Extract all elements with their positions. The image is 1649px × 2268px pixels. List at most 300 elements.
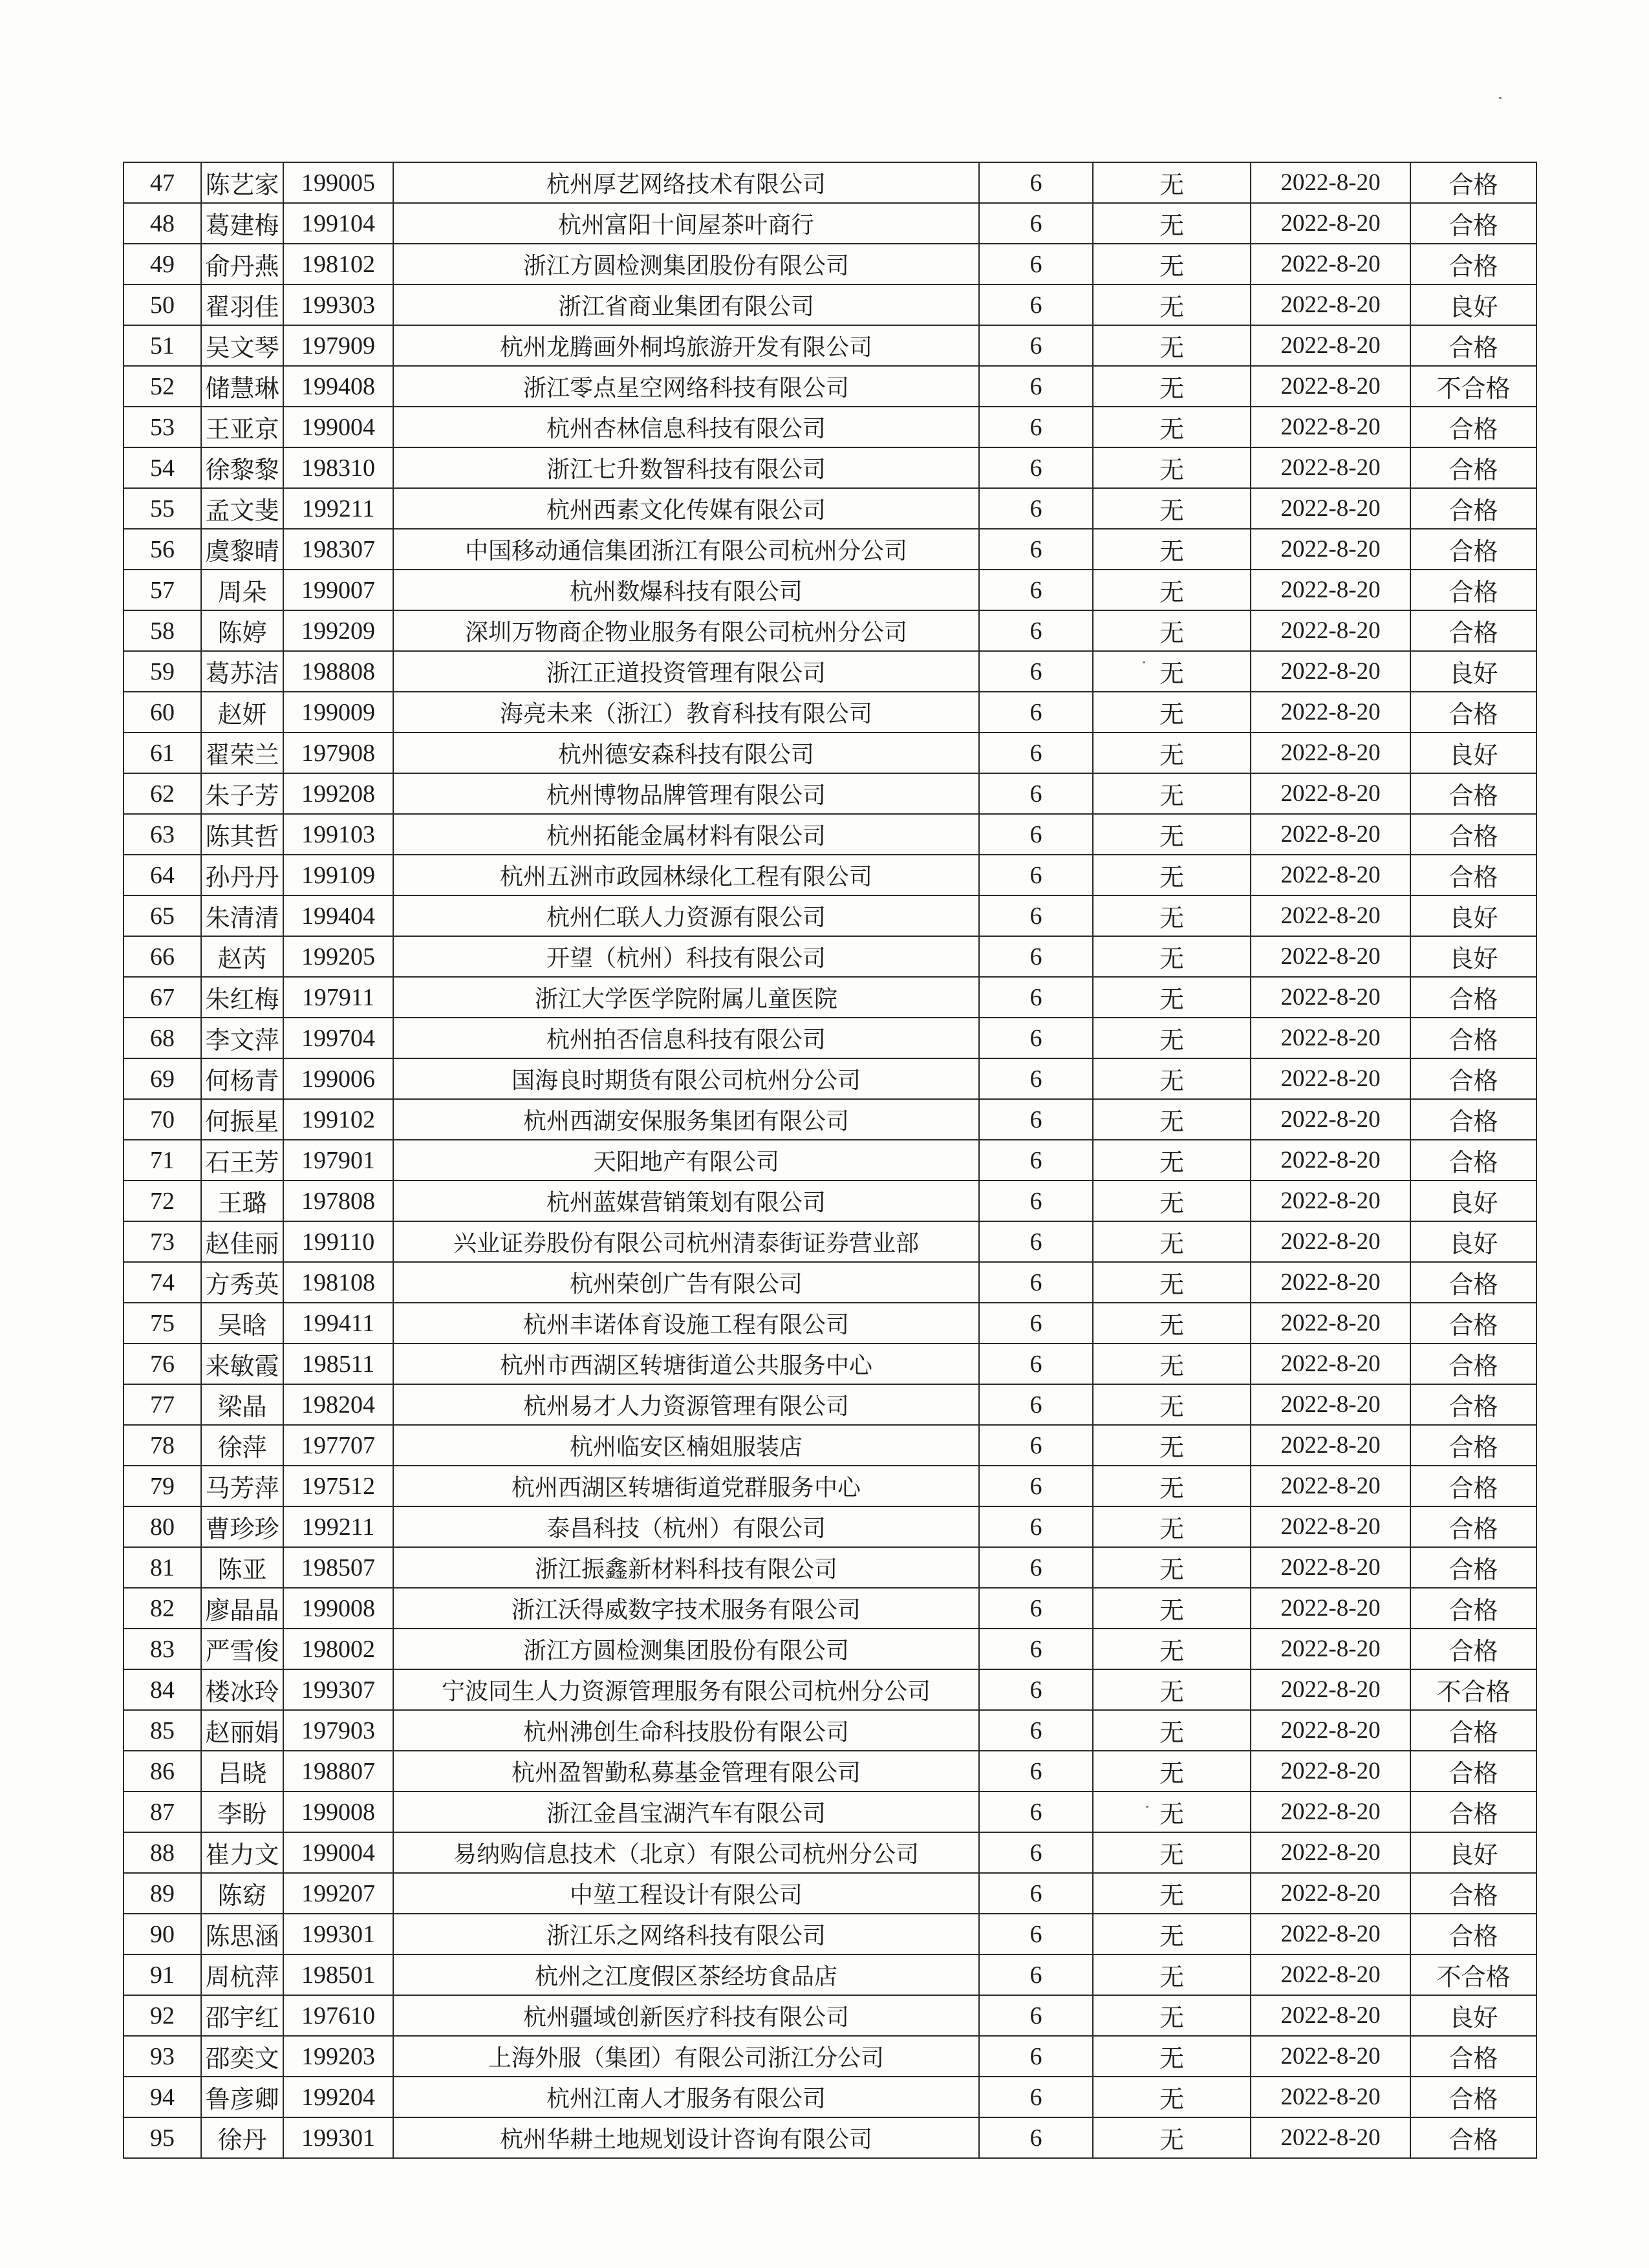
cell-company: 天阳地产有限公司 bbox=[393, 1140, 979, 1181]
cell-violation: 无 bbox=[1093, 1384, 1251, 1425]
cell-code: 199009 bbox=[283, 692, 393, 733]
cell-date: 2022-8-20 bbox=[1251, 366, 1410, 407]
cell-name: 梁晶 bbox=[201, 1384, 283, 1425]
cell-company: 浙江沃得威数字技术服务有限公司 bbox=[393, 1588, 979, 1629]
cell-no: 92 bbox=[124, 1995, 201, 2036]
cell-name: 陈亚 bbox=[201, 1547, 283, 1588]
cell-result: 良好 bbox=[1410, 1995, 1536, 2036]
table-row bbox=[124, 1629, 1536, 1669]
table-row bbox=[124, 1058, 1536, 1099]
cell-no: 71 bbox=[124, 1140, 201, 1181]
cell-date: 2022-8-20 bbox=[1251, 203, 1410, 244]
cell-violation: 无 bbox=[1093, 407, 1251, 447]
cell-name: 孙丹丹 bbox=[201, 855, 283, 895]
table-row bbox=[124, 1588, 1536, 1629]
cell-result: 良好 bbox=[1410, 1832, 1536, 1873]
cell-name: 邵奕文 bbox=[201, 2036, 283, 2077]
cell-code: 197903 bbox=[283, 1710, 393, 1751]
cell-no: 93 bbox=[124, 2036, 201, 2077]
cell-result: 合格 bbox=[1410, 1425, 1536, 1466]
cell-name: 王亚京 bbox=[201, 407, 283, 447]
cell-no: 54 bbox=[124, 447, 201, 488]
cell-result: 合格 bbox=[1410, 1262, 1536, 1303]
cell-result: 合格 bbox=[1410, 1343, 1536, 1384]
table-row bbox=[124, 1221, 1536, 1262]
cell-date: 2022-8-20 bbox=[1251, 1547, 1410, 1588]
cell-no: 94 bbox=[124, 2077, 201, 2117]
cell-code: 198002 bbox=[283, 1629, 393, 1669]
cell-count: 6 bbox=[979, 1221, 1093, 1262]
cell-company: 杭州数爆科技有限公司 bbox=[393, 570, 979, 610]
cell-name: 陈窈 bbox=[201, 1873, 283, 1914]
table-row bbox=[124, 1018, 1536, 1058]
cell-no: 66 bbox=[124, 936, 201, 977]
cell-code: 198511 bbox=[283, 1343, 393, 1384]
cell-company: 杭州五洲市政园林绿化工程有限公司 bbox=[393, 855, 979, 895]
cell-name: 赵芮 bbox=[201, 936, 283, 977]
table-row bbox=[124, 529, 1536, 570]
cell-code: 198807 bbox=[283, 1751, 393, 1792]
cell-no: 86 bbox=[124, 1751, 201, 1792]
cell-name: 孟文斐 bbox=[201, 488, 283, 529]
cell-no: 74 bbox=[124, 1262, 201, 1303]
table-row bbox=[124, 1669, 1536, 1710]
cell-company: 浙江正道投资管理有限公司 bbox=[393, 651, 979, 692]
table-row bbox=[124, 1873, 1536, 1914]
cell-result: 合格 bbox=[1410, 692, 1536, 733]
cell-violation: 无 bbox=[1093, 2036, 1251, 2077]
table-row bbox=[124, 977, 1536, 1018]
table-row bbox=[124, 162, 1536, 203]
table-row bbox=[124, 1466, 1536, 1506]
cell-violation: 无 bbox=[1093, 284, 1251, 325]
cell-result: 合格 bbox=[1410, 814, 1536, 855]
table-row bbox=[124, 407, 1536, 447]
cell-result: 合格 bbox=[1410, 162, 1536, 203]
cell-code: 197901 bbox=[283, 1140, 393, 1181]
cell-company: 浙江金昌宝湖汽车有限公司 bbox=[393, 1792, 979, 1832]
cell-result: 合格 bbox=[1410, 1629, 1536, 1669]
cell-no: 59 bbox=[124, 651, 201, 692]
cell-result: 合格 bbox=[1410, 1914, 1536, 1954]
table-row bbox=[124, 1914, 1536, 1954]
cell-no: 79 bbox=[124, 1466, 201, 1506]
cell-company: 杭州龙腾画外桐坞旅游开发有限公司 bbox=[393, 325, 979, 366]
cell-violation: 无 bbox=[1093, 1221, 1251, 1262]
cell-code: 198310 bbox=[283, 447, 393, 488]
table-row bbox=[124, 814, 1536, 855]
cell-violation: 无 bbox=[1093, 1425, 1251, 1466]
cell-name: 徐黎黎 bbox=[201, 447, 283, 488]
cell-name: 曹珍珍 bbox=[201, 1506, 283, 1547]
cell-company: 杭州之江度假区茶经坊食品店 bbox=[393, 1954, 979, 1995]
cell-no: 53 bbox=[124, 407, 201, 447]
table-row bbox=[124, 692, 1536, 733]
cell-name: 陈其哲 bbox=[201, 814, 283, 855]
cell-count: 6 bbox=[979, 936, 1093, 977]
cell-no: 50 bbox=[124, 284, 201, 325]
cell-count: 6 bbox=[979, 1425, 1093, 1466]
cell-count: 6 bbox=[979, 651, 1093, 692]
cell-company: 浙江方圆检测集团股份有限公司 bbox=[393, 1629, 979, 1669]
cell-count: 6 bbox=[979, 1099, 1093, 1140]
table-row bbox=[124, 651, 1536, 692]
cell-violation: 无 bbox=[1093, 1669, 1251, 1710]
cell-count: 6 bbox=[979, 203, 1093, 244]
cell-code: 197512 bbox=[283, 1466, 393, 1506]
cell-name: 赵佳丽 bbox=[201, 1221, 283, 1262]
cell-result: 合格 bbox=[1410, 773, 1536, 814]
cell-date: 2022-8-20 bbox=[1251, 1710, 1410, 1751]
cell-date: 2022-8-20 bbox=[1251, 2077, 1410, 2117]
cell-violation: 无 bbox=[1093, 692, 1251, 733]
cell-date: 2022-8-20 bbox=[1251, 1506, 1410, 1547]
cell-company: 杭州市西湖区转塘街道公共服务中心 bbox=[393, 1343, 979, 1384]
cell-company: 浙江七升数智科技有限公司 bbox=[393, 447, 979, 488]
cell-code: 199005 bbox=[283, 162, 393, 203]
table-row bbox=[124, 733, 1536, 773]
cell-company: 兴业证券股份有限公司杭州清泰街证券营业部 bbox=[393, 1221, 979, 1262]
table-row bbox=[124, 610, 1536, 651]
cell-code: 199004 bbox=[283, 1832, 393, 1873]
cell-count: 6 bbox=[979, 1140, 1093, 1181]
cell-violation: 无 bbox=[1093, 855, 1251, 895]
table-row bbox=[124, 1954, 1536, 1995]
cell-date: 2022-8-20 bbox=[1251, 1669, 1410, 1710]
cell-date: 2022-8-20 bbox=[1251, 1914, 1410, 1954]
cell-company: 海亮未来（浙江）教育科技有限公司 bbox=[393, 692, 979, 733]
results-table bbox=[123, 162, 1537, 2159]
cell-company: 杭州杏林信息科技有限公司 bbox=[393, 407, 979, 447]
cell-company: 中国移动通信集团浙江有限公司杭州分公司 bbox=[393, 529, 979, 570]
cell-name: 俞丹燕 bbox=[201, 244, 283, 284]
cell-company: 浙江振鑫新材料科技有限公司 bbox=[393, 1547, 979, 1588]
cell-code: 199207 bbox=[283, 1873, 393, 1914]
cell-result: 合格 bbox=[1410, 570, 1536, 610]
table-row bbox=[124, 1710, 1536, 1751]
cell-name: 何振星 bbox=[201, 1099, 283, 1140]
cell-result: 合格 bbox=[1410, 1751, 1536, 1792]
cell-count: 6 bbox=[979, 1547, 1093, 1588]
cell-code: 198108 bbox=[283, 1262, 393, 1303]
cell-date: 2022-8-20 bbox=[1251, 244, 1410, 284]
cell-result: 合格 bbox=[1410, 1588, 1536, 1629]
cell-count: 6 bbox=[979, 488, 1093, 529]
cell-name: 朱清清 bbox=[201, 895, 283, 936]
cell-code: 199203 bbox=[283, 2036, 393, 2077]
cell-count: 6 bbox=[979, 1832, 1093, 1873]
cell-violation: 无 bbox=[1093, 1466, 1251, 1506]
table-row bbox=[124, 936, 1536, 977]
cell-violation: 无 bbox=[1093, 244, 1251, 284]
cell-date: 2022-8-20 bbox=[1251, 1343, 1410, 1384]
cell-no: 63 bbox=[124, 814, 201, 855]
cell-date: 2022-8-20 bbox=[1251, 977, 1410, 1018]
cell-code: 199307 bbox=[283, 1669, 393, 1710]
cell-code: 199004 bbox=[283, 407, 393, 447]
cell-violation: 无 bbox=[1093, 936, 1251, 977]
cell-result: 合格 bbox=[1410, 1873, 1536, 1914]
cell-no: 91 bbox=[124, 1954, 201, 1995]
cell-violation: 无 bbox=[1093, 2117, 1251, 2158]
cell-code: 199404 bbox=[283, 895, 393, 936]
cell-violation: 无 bbox=[1093, 1303, 1251, 1343]
cell-violation: 无 bbox=[1093, 1343, 1251, 1384]
cell-no: 69 bbox=[124, 1058, 201, 1099]
cell-code: 198501 bbox=[283, 1954, 393, 1995]
cell-company: 杭州拓能金属材料有限公司 bbox=[393, 814, 979, 855]
table-body bbox=[124, 162, 1536, 2158]
cell-no: 75 bbox=[124, 1303, 201, 1343]
cell-code: 197808 bbox=[283, 1181, 393, 1221]
cell-result: 合格 bbox=[1410, 610, 1536, 651]
cell-code: 199204 bbox=[283, 2077, 393, 2117]
cell-date: 2022-8-20 bbox=[1251, 284, 1410, 325]
table-row bbox=[124, 1099, 1536, 1140]
cell-result: 合格 bbox=[1410, 1099, 1536, 1140]
table-row bbox=[124, 488, 1536, 529]
cell-code: 199211 bbox=[283, 1506, 393, 1547]
cell-company: 杭州江南人才服务有限公司 bbox=[393, 2077, 979, 2117]
cell-count: 6 bbox=[979, 692, 1093, 733]
cell-count: 6 bbox=[979, 855, 1093, 895]
cell-violation: 无 bbox=[1093, 2077, 1251, 2117]
table-row bbox=[124, 855, 1536, 895]
cell-code: 199301 bbox=[283, 1914, 393, 1954]
cell-date: 2022-8-20 bbox=[1251, 773, 1410, 814]
cell-date: 2022-8-20 bbox=[1251, 529, 1410, 570]
cell-no: 85 bbox=[124, 1710, 201, 1751]
cell-no: 82 bbox=[124, 1588, 201, 1629]
cell-name: 鲁彦卿 bbox=[201, 2077, 283, 2117]
cell-result: 不合格 bbox=[1410, 1669, 1536, 1710]
cell-name: 邵宇红 bbox=[201, 1995, 283, 2036]
cell-code: 197908 bbox=[283, 733, 393, 773]
cell-count: 6 bbox=[979, 529, 1093, 570]
cell-name: 廖晶晶 bbox=[201, 1588, 283, 1629]
cell-name: 来敏霞 bbox=[201, 1343, 283, 1384]
table-row bbox=[124, 1181, 1536, 1221]
cell-count: 6 bbox=[979, 814, 1093, 855]
cell-no: 81 bbox=[124, 1547, 201, 1588]
cell-count: 6 bbox=[979, 1710, 1093, 1751]
cell-result: 合格 bbox=[1410, 1792, 1536, 1832]
cell-name: 马芳萍 bbox=[201, 1466, 283, 1506]
cell-count: 6 bbox=[979, 1751, 1093, 1792]
cell-count: 6 bbox=[979, 1262, 1093, 1303]
cell-violation: 无 bbox=[1093, 814, 1251, 855]
cell-count: 6 bbox=[979, 2117, 1093, 2158]
cell-count: 6 bbox=[979, 1914, 1093, 1954]
cell-code: 199303 bbox=[283, 284, 393, 325]
cell-name: 石王芳 bbox=[201, 1140, 283, 1181]
cell-count: 6 bbox=[979, 1669, 1093, 1710]
cell-count: 6 bbox=[979, 1018, 1093, 1058]
cell-violation: 无 bbox=[1093, 366, 1251, 407]
cell-result: 合格 bbox=[1410, 1303, 1536, 1343]
cell-result: 合格 bbox=[1410, 1710, 1536, 1751]
table-row bbox=[124, 1751, 1536, 1792]
cell-company: 杭州富阳十间屋茶叶商行 bbox=[393, 203, 979, 244]
table-row bbox=[124, 284, 1536, 325]
cell-date: 2022-8-20 bbox=[1251, 1629, 1410, 1669]
cell-company: 杭州盈智勤私募基金管理有限公司 bbox=[393, 1751, 979, 1792]
cell-company: 泰昌科技（杭州）有限公司 bbox=[393, 1506, 979, 1547]
cell-violation: 无 bbox=[1093, 1629, 1251, 1669]
cell-company: 杭州西湖区转塘街道党群服务中心 bbox=[393, 1466, 979, 1506]
table-row bbox=[124, 1506, 1536, 1547]
cell-no: 73 bbox=[124, 1221, 201, 1262]
cell-violation: 无 bbox=[1093, 1588, 1251, 1629]
cell-count: 6 bbox=[979, 1792, 1093, 1832]
cell-company: 国海良时期货有限公司杭州分公司 bbox=[393, 1058, 979, 1099]
cell-code: 199704 bbox=[283, 1018, 393, 1058]
table-row bbox=[124, 2036, 1536, 2077]
cell-no: 65 bbox=[124, 895, 201, 936]
cell-company: 宁波同生人力资源管理服务有限公司杭州分公司 bbox=[393, 1669, 979, 1710]
cell-name: 虞黎晴 bbox=[201, 529, 283, 570]
cell-result: 合格 bbox=[1410, 977, 1536, 1018]
table-row bbox=[124, 1384, 1536, 1425]
cell-date: 2022-8-20 bbox=[1251, 1140, 1410, 1181]
cell-name: 方秀英 bbox=[201, 1262, 283, 1303]
table-row bbox=[124, 366, 1536, 407]
cell-violation: 无 bbox=[1093, 1018, 1251, 1058]
cell-result: 合格 bbox=[1410, 2036, 1536, 2077]
cell-name: 吴文琴 bbox=[201, 325, 283, 366]
cell-count: 6 bbox=[979, 1588, 1093, 1629]
cell-count: 6 bbox=[979, 1384, 1093, 1425]
cell-date: 2022-8-20 bbox=[1251, 1792, 1410, 1832]
cell-name: 陈思涵 bbox=[201, 1914, 283, 1954]
cell-name: 周杭萍 bbox=[201, 1954, 283, 1995]
cell-code: 197707 bbox=[283, 1425, 393, 1466]
scan-speck bbox=[1499, 97, 1502, 99]
cell-company: 浙江零点星空网络科技有限公司 bbox=[393, 366, 979, 407]
cell-count: 6 bbox=[979, 733, 1093, 773]
cell-code: 199411 bbox=[283, 1303, 393, 1343]
cell-code: 199408 bbox=[283, 366, 393, 407]
cell-result: 不合格 bbox=[1410, 1954, 1536, 1995]
cell-company: 杭州荣创广告有限公司 bbox=[393, 1262, 979, 1303]
cell-no: 58 bbox=[124, 610, 201, 651]
cell-no: 47 bbox=[124, 162, 201, 203]
cell-no: 64 bbox=[124, 855, 201, 895]
cell-name: 翟荣兰 bbox=[201, 733, 283, 773]
cell-company: 浙江乐之网络科技有限公司 bbox=[393, 1914, 979, 1954]
cell-code: 199006 bbox=[283, 1058, 393, 1099]
table-row bbox=[124, 1425, 1536, 1466]
cell-violation: 无 bbox=[1093, 1506, 1251, 1547]
cell-no: 62 bbox=[124, 773, 201, 814]
cell-name: 吴晗 bbox=[201, 1303, 283, 1343]
cell-violation: 无 bbox=[1093, 1058, 1251, 1099]
cell-no: 55 bbox=[124, 488, 201, 529]
cell-result: 合格 bbox=[1410, 407, 1536, 447]
cell-violation: 无 bbox=[1093, 325, 1251, 366]
cell-count: 6 bbox=[979, 1873, 1093, 1914]
cell-no: 90 bbox=[124, 1914, 201, 1954]
cell-count: 6 bbox=[979, 1058, 1093, 1099]
cell-code: 199104 bbox=[283, 203, 393, 244]
cell-name: 李文萍 bbox=[201, 1018, 283, 1058]
cell-result: 合格 bbox=[1410, 1140, 1536, 1181]
cell-code: 198102 bbox=[283, 244, 393, 284]
cell-no: 80 bbox=[124, 1506, 201, 1547]
cell-violation: 无 bbox=[1093, 203, 1251, 244]
cell-name: 徐丹 bbox=[201, 2117, 283, 2158]
cell-violation: 无 bbox=[1093, 1710, 1251, 1751]
cell-result: 良好 bbox=[1410, 651, 1536, 692]
cell-result: 合格 bbox=[1410, 2117, 1536, 2158]
cell-date: 2022-8-20 bbox=[1251, 1832, 1410, 1873]
scan-speck bbox=[1143, 661, 1145, 663]
cell-name: 吕晓 bbox=[201, 1751, 283, 1792]
cell-result: 合格 bbox=[1410, 855, 1536, 895]
cell-date: 2022-8-20 bbox=[1251, 1466, 1410, 1506]
cell-result: 良好 bbox=[1410, 895, 1536, 936]
cell-date: 2022-8-20 bbox=[1251, 1588, 1410, 1629]
cell-name: 葛建梅 bbox=[201, 203, 283, 244]
cell-violation: 无 bbox=[1093, 1751, 1251, 1792]
cell-count: 6 bbox=[979, 977, 1093, 1018]
cell-code: 199008 bbox=[283, 1792, 393, 1832]
cell-name: 徐萍 bbox=[201, 1425, 283, 1466]
cell-violation: 无 bbox=[1093, 1954, 1251, 1995]
cell-date: 2022-8-20 bbox=[1251, 814, 1410, 855]
table-row bbox=[124, 325, 1536, 366]
cell-date: 2022-8-20 bbox=[1251, 407, 1410, 447]
cell-date: 2022-8-20 bbox=[1251, 325, 1410, 366]
cell-result: 良好 bbox=[1410, 733, 1536, 773]
cell-no: 88 bbox=[124, 1832, 201, 1873]
cell-name: 严雪俊 bbox=[201, 1629, 283, 1669]
cell-count: 6 bbox=[979, 610, 1093, 651]
cell-count: 6 bbox=[979, 1303, 1093, 1343]
cell-company: 杭州德安森科技有限公司 bbox=[393, 733, 979, 773]
cell-company: 杭州仁联人力资源有限公司 bbox=[393, 895, 979, 936]
cell-date: 2022-8-20 bbox=[1251, 162, 1410, 203]
cell-company: 杭州厚艺网络技术有限公司 bbox=[393, 162, 979, 203]
cell-company: 杭州拍否信息科技有限公司 bbox=[393, 1018, 979, 1058]
cell-date: 2022-8-20 bbox=[1251, 447, 1410, 488]
cell-name: 李盼 bbox=[201, 1792, 283, 1832]
cell-date: 2022-8-20 bbox=[1251, 1425, 1410, 1466]
cell-violation: 无 bbox=[1093, 895, 1251, 936]
cell-violation: 无 bbox=[1093, 1832, 1251, 1873]
cell-result: 合格 bbox=[1410, 325, 1536, 366]
cell-date: 2022-8-20 bbox=[1251, 855, 1410, 895]
cell-name: 葛苏洁 bbox=[201, 651, 283, 692]
cell-code: 198507 bbox=[283, 1547, 393, 1588]
cell-no: 70 bbox=[124, 1099, 201, 1140]
cell-date: 2022-8-20 bbox=[1251, 651, 1410, 692]
cell-company: 浙江方圆检测集团股份有限公司 bbox=[393, 244, 979, 284]
cell-code: 199211 bbox=[283, 488, 393, 529]
cell-count: 6 bbox=[979, 284, 1093, 325]
cell-no: 51 bbox=[124, 325, 201, 366]
cell-name: 赵妍 bbox=[201, 692, 283, 733]
cell-company: 杭州西湖安保服务集团有限公司 bbox=[393, 1099, 979, 1140]
cell-code: 199109 bbox=[283, 855, 393, 895]
cell-date: 2022-8-20 bbox=[1251, 1018, 1410, 1058]
cell-company: 杭州临安区楠姐服装店 bbox=[393, 1425, 979, 1466]
cell-no: 52 bbox=[124, 366, 201, 407]
cell-name: 崔力文 bbox=[201, 1832, 283, 1873]
cell-company: 杭州易才人力资源管理有限公司 bbox=[393, 1384, 979, 1425]
cell-result: 合格 bbox=[1410, 529, 1536, 570]
cell-no: 67 bbox=[124, 977, 201, 1018]
